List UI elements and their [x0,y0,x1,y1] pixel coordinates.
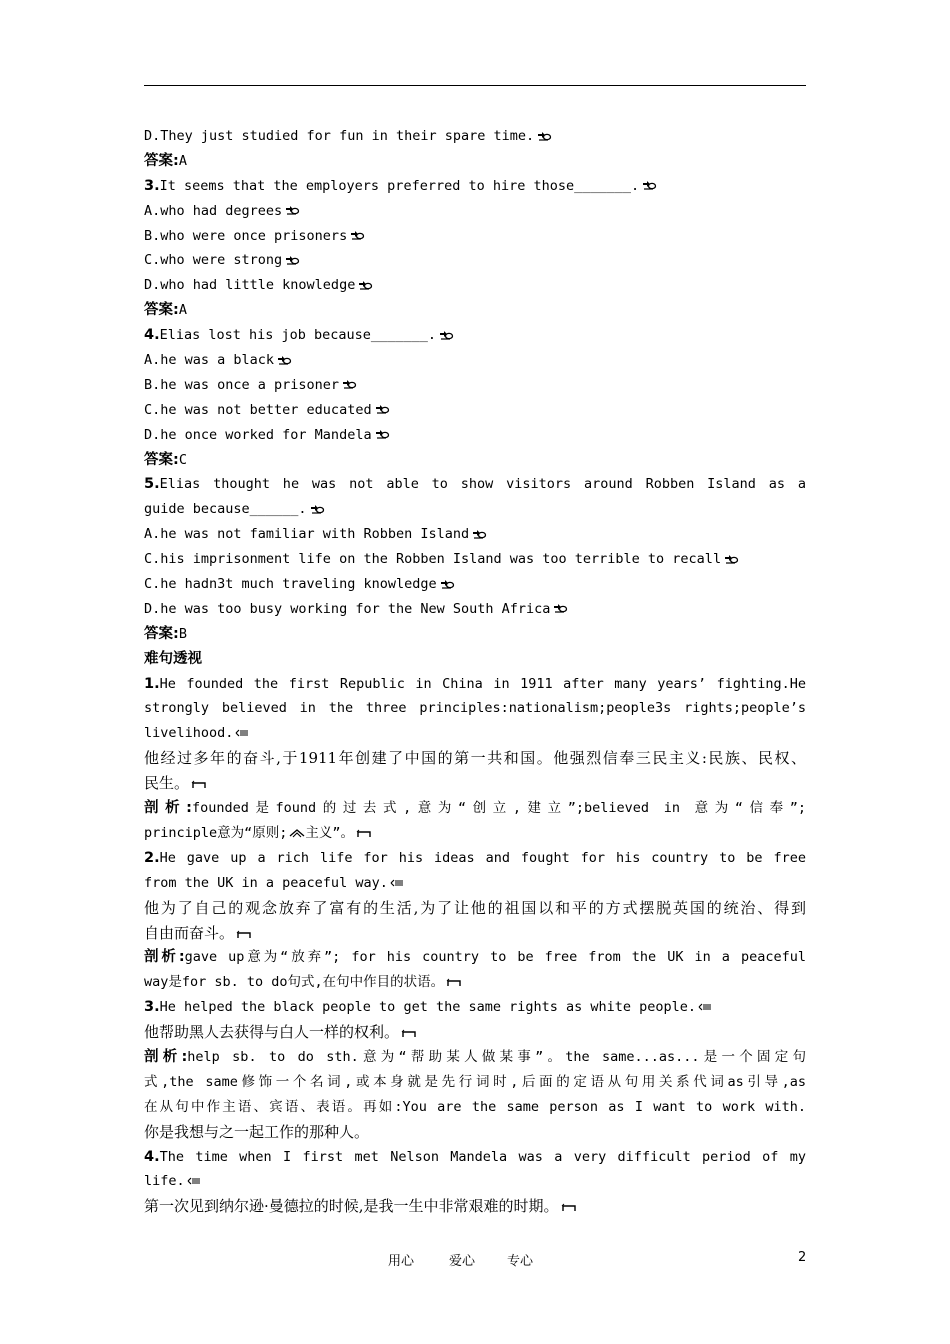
text-line [144,373,806,398]
paragraph-mark-icon [698,1002,712,1012]
line-text: from the UK in a peaceful way. [144,874,388,891]
text-line [144,846,806,871]
text-line [144,821,806,846]
text-line [144,871,806,896]
line-text: livelihood. [144,725,234,742]
cjk-paragraph-mark-icon [401,1028,417,1038]
text-line [144,672,806,697]
text-line [144,174,806,199]
bold-label: 答案: [144,152,179,169]
line-text: He founded the first Republic in China in 1911 after many years’ fighting.He [159,675,806,692]
text-line [144,1120,806,1145]
line-text: It seems that the employers preferred to hire those_______. [159,177,640,194]
text-line [144,995,806,1020]
item-number: 3. [144,999,160,1016]
line-break-arrow-icon [641,180,657,191]
line-text: gave up意为“放弃”; for his country to be free from the UK in a peaceful [184,949,806,966]
text-line [144,572,806,597]
text-line [144,1020,806,1045]
text-line [144,273,806,298]
line-break-arrow-icon [439,579,455,590]
line-text: 第一次见到纳尔逊·曼德拉的时候,是我一生中非常艰难的时期。 [144,1197,559,1216]
line-break-arrow-icon [276,355,292,366]
text-line [144,921,806,946]
line-text: B [178,625,187,642]
line-text: C.his imprisonment life on the Robben Island was too terrible to recall [144,551,722,568]
text-line [144,746,806,771]
line-break-arrow-icon [341,379,357,390]
cjk-paragraph-mark-icon [446,977,462,987]
text-line [144,124,806,149]
line-text: founded是found的过去式,意为“创立,建立”;believed in 意为“信奉”; [191,800,806,817]
bold-label: 难句透视 [144,650,202,667]
text-line [144,298,806,323]
line-text: D.he was too busy working for the New South Africa [144,600,551,617]
line-text: C.he hadn3t much traveling knowledge [144,576,437,593]
line-text: He gave up a rich life for his ideas and fought for his country to be free [159,849,806,866]
cjk-paragraph-mark-icon [191,779,207,789]
paragraph-mark-icon [390,878,404,888]
text-line [144,1194,806,1219]
text-line [144,597,806,622]
line-text: 你是我想与之一起工作的那种人。 [144,1122,370,1141]
document-body [144,124,806,1219]
text-line [144,896,806,921]
header-rule [144,85,806,86]
line-break-arrow-icon [536,131,552,142]
line-text: Elias thought he was not able to show visitors around Robben Island as a [159,476,806,493]
text-line [144,547,806,572]
paragraph-mark-icon [235,728,249,738]
line-break-arrow-icon [357,280,373,291]
text-line [144,472,806,497]
text-line [144,248,806,273]
item-number: 4. [144,1148,160,1165]
line-break-arrow-icon [723,554,739,565]
text-line [144,423,806,448]
line-break-arrow-icon [374,429,390,440]
text-line [144,323,806,348]
line-text: A.he was a black [144,352,275,369]
cjk-paragraph-mark-icon [561,1202,577,1212]
item-number: 5. [144,476,160,493]
line-break-arrow-icon [374,404,390,415]
item-number: 3. [144,177,160,194]
inline-glyph-icon [289,828,305,838]
line-text: A [178,152,187,169]
line-text: Elias lost his job because_______. [159,327,436,344]
line-break-arrow-icon [284,205,300,216]
text-line [144,696,806,721]
line-break-arrow-icon [438,330,454,341]
text-line [144,1145,806,1170]
text-line [144,1045,806,1070]
text-line [144,348,806,373]
line-text: 自由而奋斗。 [144,923,235,942]
bold-label: 答案: [144,625,179,642]
line-text: B.he was once a prisoner [144,376,340,393]
line-text: A.he was not familiar with Robben Island [144,526,470,543]
line-text: A.who had degrees [144,202,283,219]
text-line [144,199,806,224]
item-number: 1. [144,675,160,692]
line-text: principle意为“原则; [144,824,288,841]
text-line [144,622,806,647]
line-break-arrow-icon [471,529,487,540]
line-text: D.he once worked for Mandela [144,426,372,443]
text-line [144,398,806,423]
line-break-arrow-icon [284,255,300,266]
bold-label: 剖析: [144,949,185,966]
line-text: 在从句中作主语、宾语、表语。再如:You are the same person as I want to work with. [144,1098,806,1115]
page-number: 2 [798,1250,807,1265]
text-line [144,522,806,547]
item-number: 2. [144,849,160,866]
line-text: A [178,302,187,319]
text-line [144,1169,806,1194]
bold-label: 答案: [144,302,179,319]
footer-word-3: 专心 [507,1254,534,1269]
line-text: C.he was not better educated [144,401,372,418]
footer-word-2: 爱心 [449,1254,476,1269]
footer-word-1: 用心 [388,1254,415,1269]
text-line [144,945,806,970]
line-text: guide because______. [144,501,307,518]
line-text: He helped the black people to get the same rights as white people. [159,999,697,1016]
page-footer [0,1250,950,1270]
text-line [144,149,806,174]
line-text: 他帮助黑人去获得与白人一样的权利。 [144,1023,400,1042]
text-line [144,224,806,249]
line-text: C.who were strong [144,252,283,269]
line-text: D.who had little knowledge [144,277,356,294]
text-line [144,448,806,473]
line-text: B.who were once prisoners [144,227,348,244]
cjk-paragraph-mark-icon [236,929,252,939]
text-line [144,796,806,821]
line-break-arrow-icon [309,504,325,515]
bold-label: 剖析: [144,800,192,817]
line-text: way是for sb. to do句式,在句中作目的状语。 [144,974,445,991]
line-text: help sb. to do sth.意为“帮助某人做某事”。the same...as...是一个固定句 [187,1048,806,1065]
text-line [144,497,806,522]
cjk-paragraph-mark-icon [356,828,372,838]
line-text: strongly believed in the three principles:nationalism;people3s rights;people’s [144,700,806,717]
text-line [144,647,806,672]
text-line [144,721,806,746]
text-line [144,771,806,796]
line-text-tail: 主义”。 [305,824,355,841]
text-line [144,1070,806,1095]
bold-label: 答案: [144,451,179,468]
line-text: C [178,451,187,468]
item-number: 4. [144,327,160,344]
text-line [144,970,806,995]
line-text: 他为了自己的观念放弃了富有的生活,为了让他的祖国以和平的方式摆脱英国的统治、得到 [144,898,806,917]
bold-label: 剖析: [144,1048,188,1065]
line-text: 他经过多年的奋斗,于1911年创建了中国的第一共和国。他强烈信奉三民主义:民族、民权、 [144,749,806,768]
line-text: 式,the same修饰一个名词,或本身就是先行词时,后面的定语从句用关系代词as引导,as [144,1073,806,1090]
line-text: D.They just studied for fun in their spare time. [144,128,535,144]
line-break-arrow-icon [552,603,568,614]
line-text: 民生。 [144,774,190,793]
line-text: The time when I first met Nelson Mandela was a very difficult period of my [159,1148,806,1165]
line-text: life. [144,1173,185,1190]
line-break-arrow-icon [349,230,365,241]
paragraph-mark-icon [187,1176,201,1186]
text-line [144,1095,806,1120]
